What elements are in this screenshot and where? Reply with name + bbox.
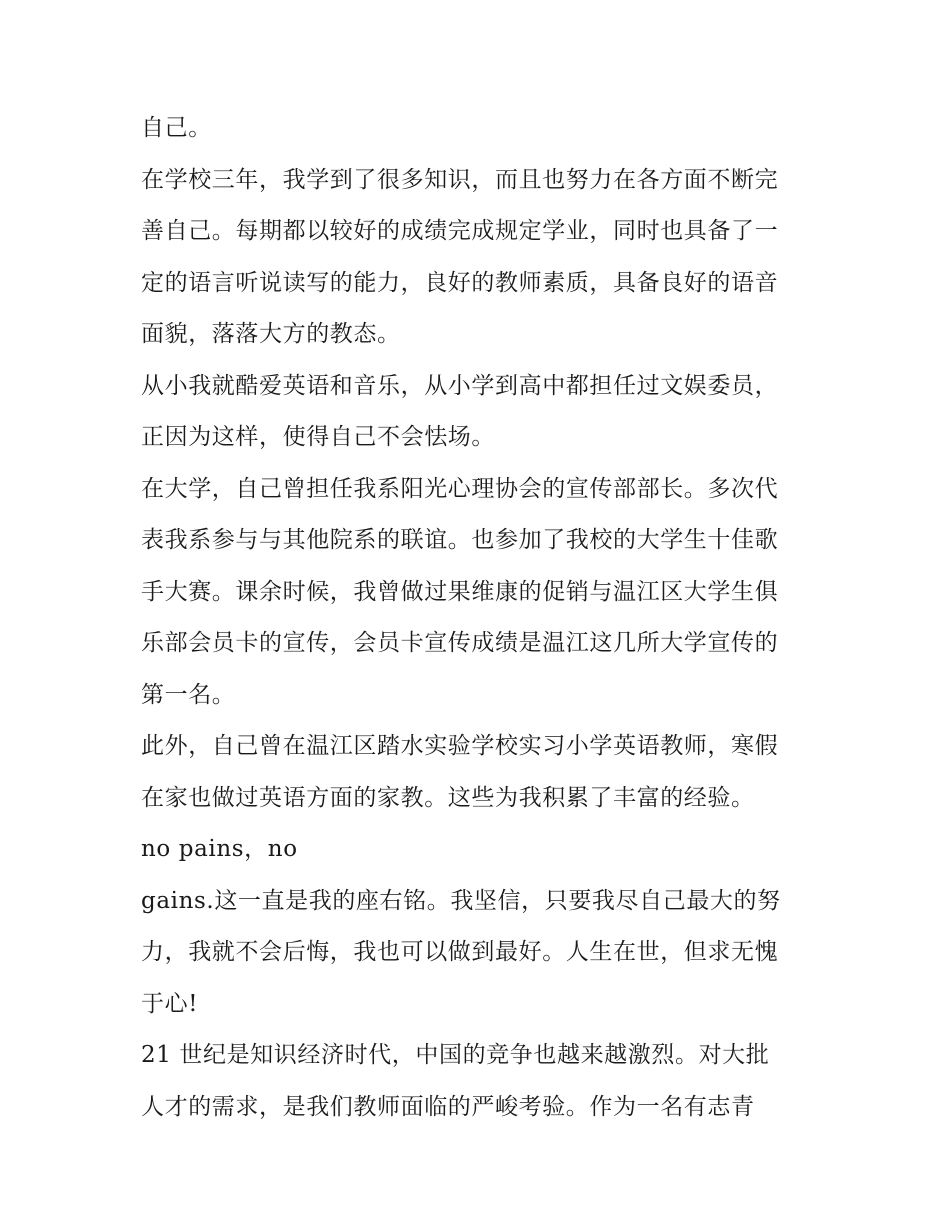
text-line: 正因为这样，使得自己不会怯场。 — [141, 424, 495, 450]
text-line: 在学校三年，我学到了很多知识，而且也努力在各方面不断完 — [141, 166, 779, 193]
text-line: 于心! — [141, 990, 199, 1017]
text-line: 力，我就不会后悔，我也可以做到最好。人生在世，但求无愧 — [141, 939, 779, 965]
text-line: 在大学，自己曾担任我系阳光心理协会的宣传部部长。多次代 — [141, 475, 779, 502]
text-line: 此外，自己曾在温江区踏水实验学校实习小学英语教师，寒假 — [141, 733, 779, 759]
text-line: 表我系参与与其他院系的联谊。也参加了我校的大学生十佳歌 — [141, 527, 779, 553]
text-line: gains.这一直是我的座右铭。我坚信，只要我尽自己最大的努 — [141, 887, 781, 914]
text-line: 第一名。 — [141, 681, 236, 708]
text-line: 定的语言听说读写的能力，良好的教师素质，具备良好的语音 — [141, 269, 779, 296]
text-line: 21 世纪是知识经济时代，中国的竞争也越来越激烈。对大批 — [141, 1042, 770, 1068]
text-line: no pains，no — [141, 836, 298, 862]
text-line: 从小我就酷爱英语和音乐，从小学到高中都担任过文娱委员， — [141, 372, 779, 399]
body-text — [141, 103, 821, 1133]
text-line: 乐部会员卡的宣传，会员卡宣传成绩是温江这几所大学宣传的 — [141, 630, 779, 656]
text-line: 自己。 — [141, 115, 212, 141]
text-line: 面貌，落落大方的教态。 — [141, 321, 401, 347]
text-line: 在家也做过英语方面的家教。这些为我积累了丰富的经验。 — [141, 784, 755, 811]
text-line: 人才的需求，是我们教师面临的严峻考验。作为一名有志青 — [141, 1093, 755, 1120]
text-line: 手大赛。课余时候，我曾做过果维康的促销与温江区大学生俱 — [141, 578, 779, 605]
text-line: 善自己。每期都以较好的成绩完成规定学业，同时也具备了一 — [141, 218, 779, 244]
